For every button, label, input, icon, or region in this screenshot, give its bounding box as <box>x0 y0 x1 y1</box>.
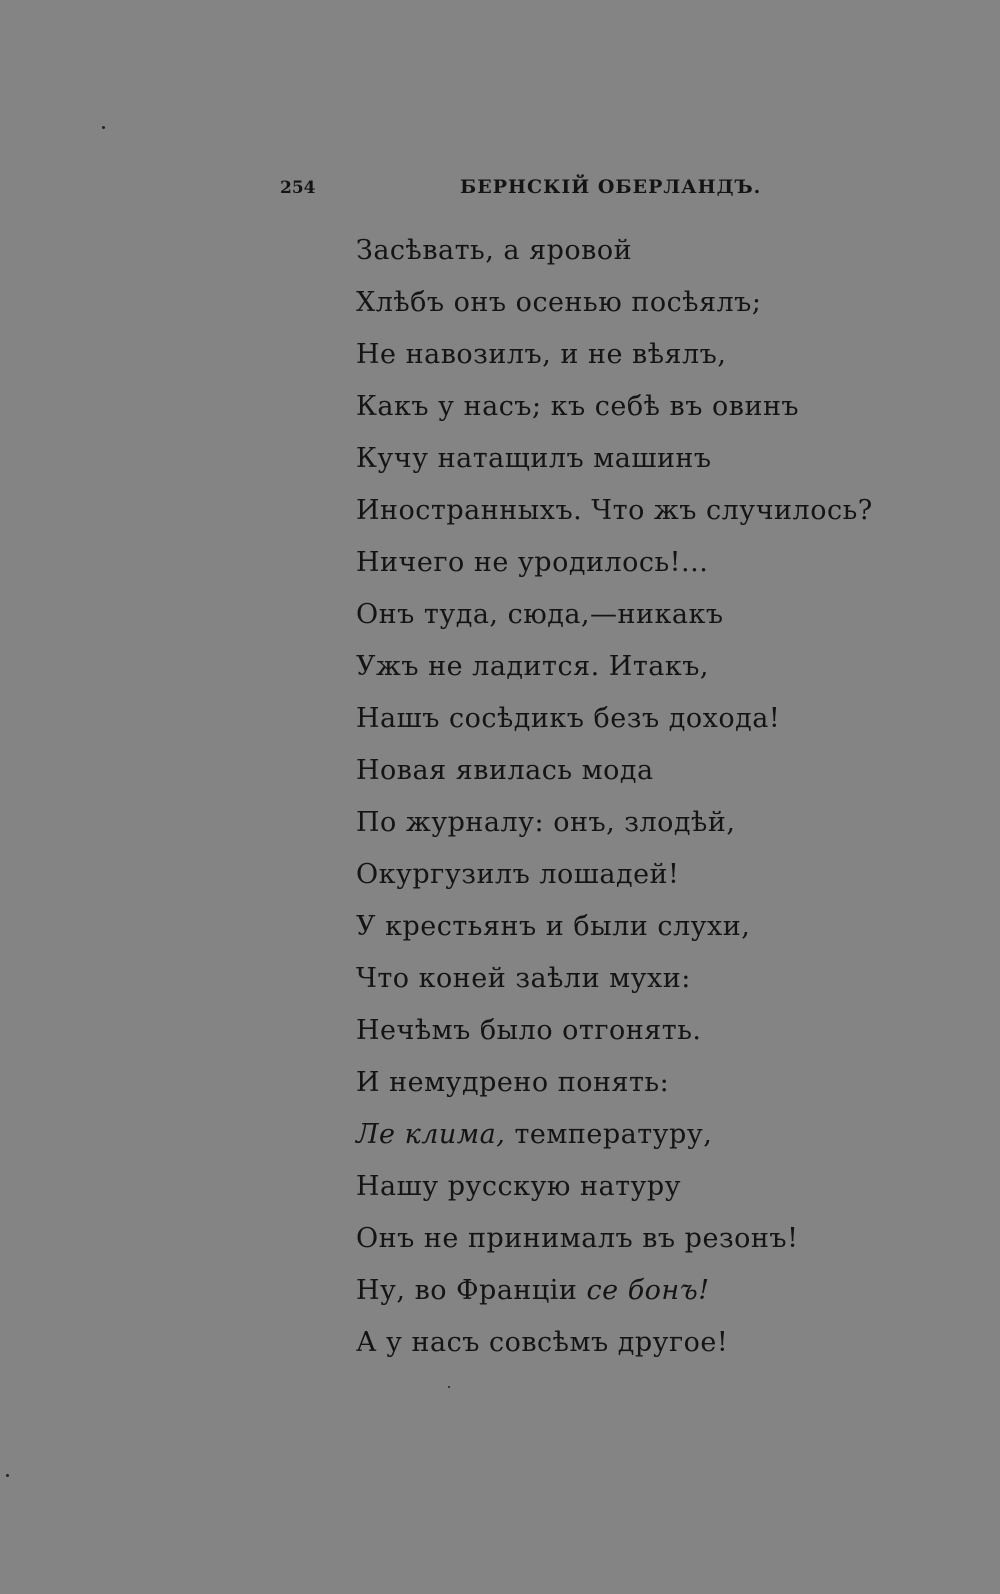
poem-body <box>356 232 956 1376</box>
running-title: БЕРНСКІЙ ОБЕРЛАНДЪ. <box>460 176 762 198</box>
page-header <box>280 174 780 204</box>
poem-line <box>356 700 956 752</box>
line-text: Нечѣмъ было отгонять. <box>356 1015 702 1046</box>
line-text: Новая явилась мода <box>356 755 654 786</box>
poem-line <box>356 1012 956 1064</box>
line-text: Кучу натащилъ машинъ <box>356 443 712 474</box>
print-speck <box>448 1386 450 1388</box>
poem-line <box>356 804 956 856</box>
line-text: По журналу: онъ, злодѣй, <box>356 807 736 838</box>
italic-phrase: се бонъ! <box>586 1275 710 1306</box>
line-text: У крестьянъ и были слухи, <box>356 911 751 942</box>
page-number: 254 <box>280 178 316 198</box>
line-text: Ничего не уродилось!... <box>356 547 709 578</box>
poem-line <box>356 752 956 804</box>
poem-line <box>356 544 956 596</box>
poem-line <box>356 856 956 908</box>
poem-line <box>356 960 956 1012</box>
poem-line <box>356 284 956 336</box>
line-text: Онъ туда, сюда,—никакъ <box>356 599 724 630</box>
line-text: Онъ не принималъ въ резонъ! <box>356 1223 799 1254</box>
print-speck <box>6 1474 9 1477</box>
poem-line <box>356 908 956 960</box>
poem-line <box>356 440 956 492</box>
italic-phrase: Ле клима, <box>356 1119 506 1150</box>
line-text: А у насъ совсѣмъ другое! <box>356 1327 729 1358</box>
line-text: Засѣвать, а яровой <box>356 235 633 266</box>
poem-line <box>356 1220 956 1272</box>
line-text: И немудрено понять: <box>356 1067 670 1098</box>
poem-line <box>356 388 956 440</box>
line-text: Ужъ не ладится. Итакъ, <box>356 651 710 682</box>
line-text: Иностранныхъ. Что жъ случилось? <box>356 495 873 526</box>
poem-line <box>356 336 956 388</box>
poem-line <box>356 492 956 544</box>
poem-line <box>356 1168 956 1220</box>
poem-line <box>356 232 956 284</box>
line-text: Что коней заѣли мухи: <box>356 963 691 994</box>
line-text: Нашу русскую натуру <box>356 1171 682 1202</box>
poem-line <box>356 1116 956 1168</box>
poem-line <box>356 1272 956 1324</box>
line-text: Окургузилъ лошадей! <box>356 859 680 890</box>
poem-line <box>356 1324 956 1376</box>
line-text: температуру, <box>505 1119 713 1150</box>
poem-line <box>356 1064 956 1116</box>
poem-line <box>356 648 956 700</box>
line-text: Нашъ сосѣдикъ безъ дохода! <box>356 703 781 734</box>
line-text: Хлѣбъ онъ осенью посѣялъ; <box>356 287 762 318</box>
poem-line <box>356 596 956 648</box>
line-text: Какъ у насъ; къ себѣ въ овинъ <box>356 391 800 422</box>
line-text: Не навозилъ, и не вѣялъ, <box>356 339 727 370</box>
line-text: Ну, во Франціи <box>356 1275 587 1306</box>
print-speck <box>102 126 105 129</box>
